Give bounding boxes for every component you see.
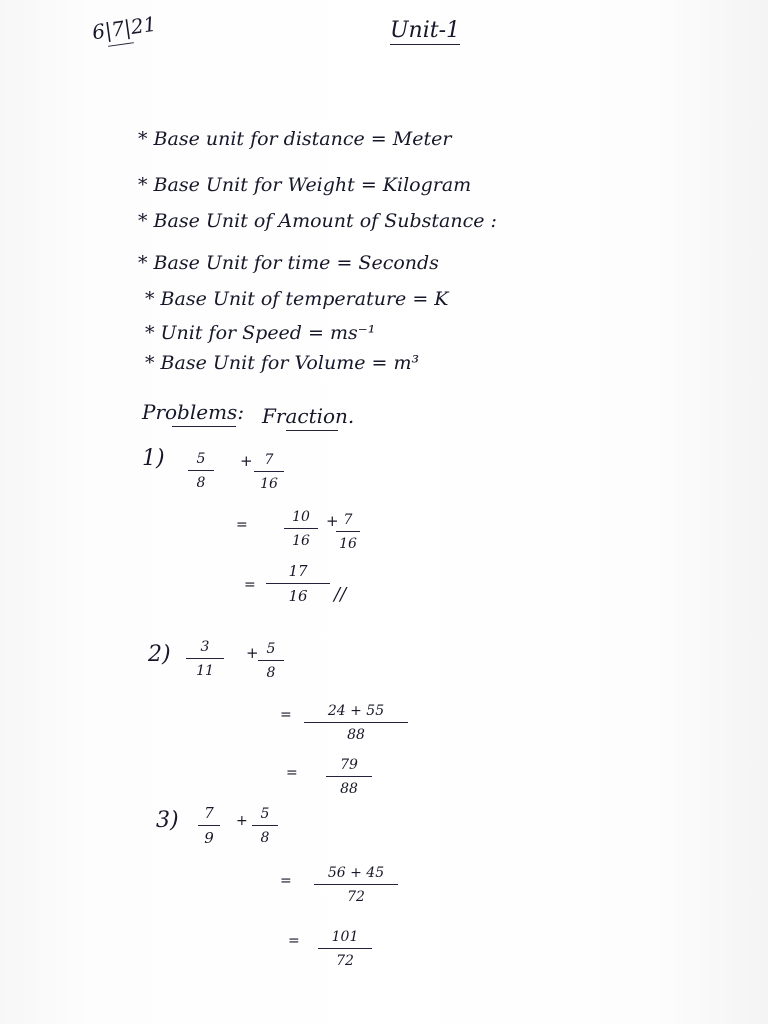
p1-plus: + xyxy=(240,452,253,470)
p2-fraction-a xyxy=(186,640,224,678)
unit-line-weight: * Base Unit for Weight = Kilogram xyxy=(138,174,472,196)
p2-result-bar xyxy=(326,776,372,777)
p1-step1-b-bar xyxy=(336,531,360,532)
p3-b-numerator: 5 xyxy=(260,806,270,822)
p3-step2-equals: = xyxy=(288,933,300,949)
p1-step1-plus: + xyxy=(326,512,339,530)
p3-step1-equals: = xyxy=(280,873,292,889)
problem-2-label: 2) xyxy=(148,642,171,667)
page-title: Unit-1 xyxy=(390,18,461,43)
p2-a-bar xyxy=(186,658,224,659)
p2-result-denominator: 88 xyxy=(340,781,358,797)
p2-fraction-b xyxy=(258,642,284,680)
p1-fraction-a xyxy=(188,452,214,490)
problems-heading-underline xyxy=(172,426,236,427)
date-underline xyxy=(108,42,134,47)
p1-step1-equals: = xyxy=(236,517,248,533)
problems-topic: Fraction. xyxy=(262,404,355,428)
p3-fraction-b xyxy=(252,807,278,845)
p1-step1-a-numerator: 10 xyxy=(292,509,310,525)
p1-step1-a-bar xyxy=(284,528,318,529)
p2-result-numerator: 79 xyxy=(340,757,358,773)
unit-line-time: * Base Unit for time = Seconds xyxy=(138,252,439,274)
p2-a-denominator: 11 xyxy=(196,663,214,679)
p2-step1-denominator: 88 xyxy=(347,727,365,743)
p2-b-denominator: 8 xyxy=(266,665,276,681)
unit-line-volume: * Base Unit for Volume = m³ xyxy=(145,352,420,374)
p3-b-bar xyxy=(252,825,278,826)
p3-step1-fraction xyxy=(314,866,398,904)
p1-b-numerator: 7 xyxy=(264,452,274,468)
p3-result-bar xyxy=(318,948,372,949)
p3-b-denominator: 8 xyxy=(260,830,270,846)
p1-step1-b-numerator: 7 xyxy=(343,512,353,528)
p1-step1-b-denominator: 16 xyxy=(339,536,357,552)
p3-fraction-a xyxy=(198,806,220,846)
p3-result-denominator: 72 xyxy=(336,953,354,969)
unit-line-distance: * Base unit for distance = Meter xyxy=(138,128,452,150)
p1-step1-a-denominator: 16 xyxy=(292,533,310,549)
p3-result-fraction xyxy=(318,930,372,968)
p1-end-mark: // xyxy=(334,584,347,605)
unit-line-temperature: * Base Unit of temperature = K xyxy=(145,288,449,310)
p2-b-bar xyxy=(258,660,284,661)
p2-plus: + xyxy=(246,644,259,662)
p3-a-numerator: 7 xyxy=(204,804,214,822)
p2-step1-equals: = xyxy=(280,707,292,723)
p1-a-numerator: 5 xyxy=(196,451,206,467)
p3-step1-bar xyxy=(314,884,398,885)
p3-a-bar xyxy=(198,825,220,826)
unit-line-speed: * Unit for Speed = ms⁻¹ xyxy=(145,322,376,344)
title-underline xyxy=(390,44,460,45)
p2-step1-numerator: 24 + 55 xyxy=(327,703,385,719)
p1-result-numerator: 17 xyxy=(288,562,308,580)
p1-step1-fraction-b xyxy=(336,513,360,551)
p2-step1-fraction xyxy=(304,704,408,742)
p3-result-numerator: 101 xyxy=(331,929,359,945)
problem-1-label: 1) xyxy=(142,446,165,471)
p2-b-numerator: 5 xyxy=(266,641,276,657)
p3-step1-numerator: 56 + 45 xyxy=(327,865,385,881)
p1-result-fraction xyxy=(266,564,330,604)
date: 6|7|21 xyxy=(90,11,158,45)
p1-fraction-b xyxy=(254,453,284,491)
p3-plus: + xyxy=(236,813,248,829)
problem-3-label: 3) xyxy=(156,808,179,833)
p1-b-denominator: 16 xyxy=(260,476,278,492)
p1-step2-equals: = xyxy=(244,577,256,593)
p2-step2-equals: = xyxy=(286,765,298,781)
p3-step1-denominator: 72 xyxy=(347,889,365,905)
problems-topic-underline xyxy=(286,430,338,431)
p1-a-denominator: 8 xyxy=(196,475,206,491)
p1-result-denominator: 16 xyxy=(288,587,308,605)
p2-a-numerator: 3 xyxy=(200,639,210,655)
p1-b-bar xyxy=(254,471,284,472)
p3-a-denominator: 9 xyxy=(204,829,214,847)
p2-step1-bar xyxy=(304,722,408,723)
p1-step1-fraction-a xyxy=(284,510,318,548)
p1-a-bar xyxy=(188,470,214,471)
unit-line-substance: * Base Unit of Amount of Substance : xyxy=(138,210,497,232)
p2-result-fraction xyxy=(326,758,372,796)
p1-result-bar xyxy=(266,583,330,584)
problems-heading: Problems: xyxy=(142,400,245,424)
